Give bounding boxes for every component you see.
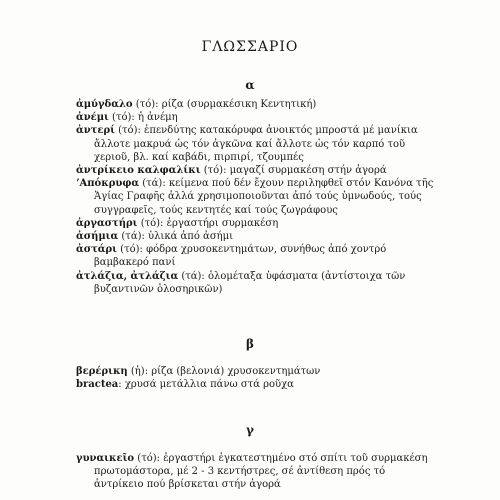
entry-definition: (τό): ἐπενδύτης κατακόρυφα ἀνοικτός μπροστά μέ μανίκια ἄλλοτε μακρυά ὡς τόν ἀγκῶνα καί ἄλλοτε ὡς τόν καρπό τοῦ χεριοῦ, βλ. καί καβάδι, πιρπιρί, τζουμπές xyxy=(94,125,418,163)
entry-term: βερέρικη xyxy=(76,366,128,377)
entry-term: bractea xyxy=(76,379,119,391)
entry-definition: (τά): κείμενα πού δέν ἔχουν περιληφθεῖ στόν Κανόνα τῆς Ἁγίας Γραφῆς ἀλλά χρησιμοποιοῦνται ἀπό τούς ὑμνωδούς, τούς συγγραφεῖς, τούς κεντητές καί τούς ζωγράφους xyxy=(94,178,434,216)
entry-definition: (τό): φόδρα χρυσοκεντημάτων, συνήθως ἀπό χοντρό βαμβακερό πανί xyxy=(94,244,387,269)
entry-definition: (τό): ἡ ἀνέμη xyxy=(108,112,178,124)
entry-term: ἀνέμι xyxy=(76,112,109,124)
entry-definition: (τά): ὁλομέταξα ὑφάσματα (ἀντίστοιχα τῶν βυζαντινῶν ὁλοσηρικῶν) xyxy=(94,270,406,295)
entry-term: ἀντρίκειο καλφαλίκι xyxy=(76,165,201,177)
section-letter-alpha: α xyxy=(245,78,255,92)
entry-definition: : χρυσά μετάλλια πάνω στά ροῦχα xyxy=(118,379,294,391)
entry-term: ἀσήμια xyxy=(76,231,119,243)
section-gamma-entries xyxy=(76,452,436,492)
entry-definition: (τό): μαγαζί συρμακέση στήν ἀγορά xyxy=(200,165,387,177)
glossary-entry xyxy=(76,243,436,269)
glossary-entry xyxy=(76,111,436,124)
section-alpha-entries xyxy=(76,98,436,296)
glossary-entry xyxy=(76,452,436,492)
entry-term: ἀντερί xyxy=(76,125,115,137)
section-letter-gamma: γ xyxy=(246,423,254,437)
entry-term: ʼΑπόκρυφα xyxy=(76,178,140,190)
entry-term: ἀστάρι xyxy=(76,244,117,256)
glossary-entry xyxy=(76,124,436,164)
glossary-entry xyxy=(76,217,436,230)
glossary-entry xyxy=(76,230,436,243)
entry-definition: (τό): ἐργαστήρι ἐγκατεστημένο στό σπίτι τοῦ συρμακέση πρωτομάστορα, μέ 2 - 3 κεντήστρες, σέ ἀντίθεση πρός τό ἀντρίκειο πού βρίσκεται στήν ἀγορά xyxy=(94,453,428,491)
entry-term: γυναικεῖο xyxy=(76,453,135,464)
glossary-entry xyxy=(76,177,436,217)
entry-definition: (τό): ἐργαστήρι συρμακέση xyxy=(137,217,279,229)
entry-definition: (ἡ): ρίζα (βελονιά) χρυσοκεντημάτων xyxy=(127,366,321,377)
page-title: ΓΛΩΣΣΑΡΙΟ xyxy=(201,39,299,55)
glossary-entry xyxy=(76,270,436,296)
entry-term: ἀργαστήρι xyxy=(76,217,138,229)
entry-definition: (τό): ρίζα (συρμακέσικη Κεντητική) xyxy=(132,99,317,110)
entry-term: ἀμύγδαλο xyxy=(76,99,133,110)
glossary-entry xyxy=(76,164,436,177)
glossary-entry xyxy=(76,378,436,391)
glossary-entry xyxy=(76,365,436,378)
section-letter-beta: β xyxy=(246,337,254,351)
section-beta-entries xyxy=(76,365,436,391)
glossary-entry xyxy=(76,98,436,111)
entry-term: ἀτλάζια, ἀτλάζια xyxy=(76,270,179,282)
entry-definition: (τά): ὑλικά ἀπό ἀσήμι xyxy=(118,231,234,243)
